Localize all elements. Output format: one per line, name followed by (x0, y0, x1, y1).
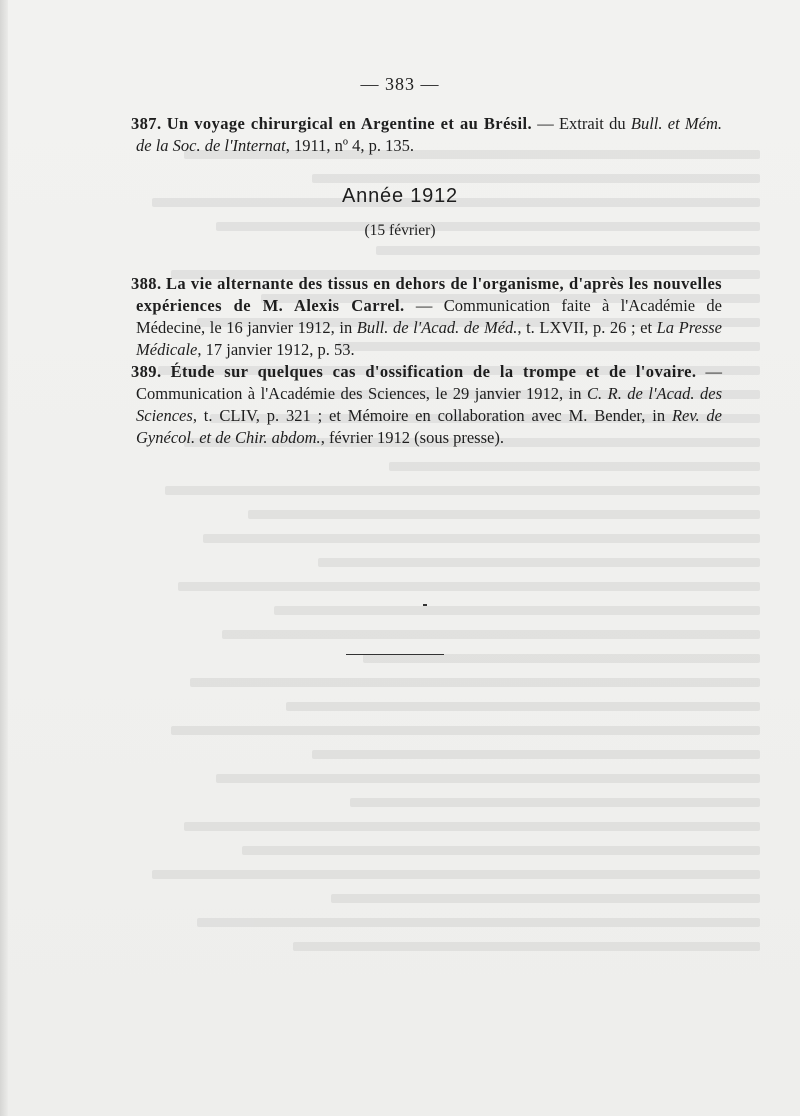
entry-source-text: , t. CLIV, p. 321 ; et Mémoire en collaboration avec M. Bender, in (192, 406, 672, 425)
year-heading: Année 1912 (342, 185, 458, 207)
entry-number: 388. (131, 274, 162, 293)
entry-source-text: , 17 janvier 1912, p. 53. (197, 340, 355, 359)
date-line: (15 février) (364, 222, 436, 239)
entry-publication: Bull. de l'Acad. de Méd. (356, 318, 518, 337)
entry-source-text: , février 1912 (sous presse). (320, 428, 504, 447)
entry-source-text: , t. LXVII, p. 26 ; et (517, 318, 657, 337)
entry-source-text: — Extrait du (531, 114, 631, 133)
entry-publication: Bull. et Mém. de la Soc. de l'Internat (136, 114, 723, 155)
entry-publication: La Presse Médicale (136, 318, 722, 359)
entry-title: Un voyage chirurgical en Argentine et au Brésil. (166, 114, 532, 133)
ink-speck (423, 604, 427, 606)
entry-publication: C. R. de l'Acad. des Sciences (136, 384, 722, 425)
bibliography-entry-389 (131, 361, 723, 449)
entry-publication: Rev. de Gynécol. et de Chir. abdom. (136, 406, 723, 447)
page-edge-shadow (0, 0, 8, 1116)
entry-source-text: — Communication faite à l'Académie de Médecine, le 16 janvier 1912, in (136, 296, 723, 337)
entry-title: La vie alternante des tissus en dehors de l'organisme, d'après les nouvelles expériences de M. Alexis Carrel. (136, 274, 722, 315)
entry-number: 387. (131, 114, 162, 133)
entry-source-text: , 1911, nº 4, p. 135. (285, 136, 414, 155)
bibliography-entry-388 (131, 273, 723, 361)
bibliography-entry-387 (131, 113, 723, 157)
entry-source-text: — Communication à l'Académie des Sciences, le 29 janvier 1912, in (136, 362, 723, 403)
section-separator-rule (346, 654, 444, 655)
entry-title: Étude sur quelques cas d'ossification de la trompe et de l'ovaire. (170, 362, 697, 381)
entry-number: 389. (131, 362, 162, 381)
page-number: — 383 — (360, 74, 440, 94)
